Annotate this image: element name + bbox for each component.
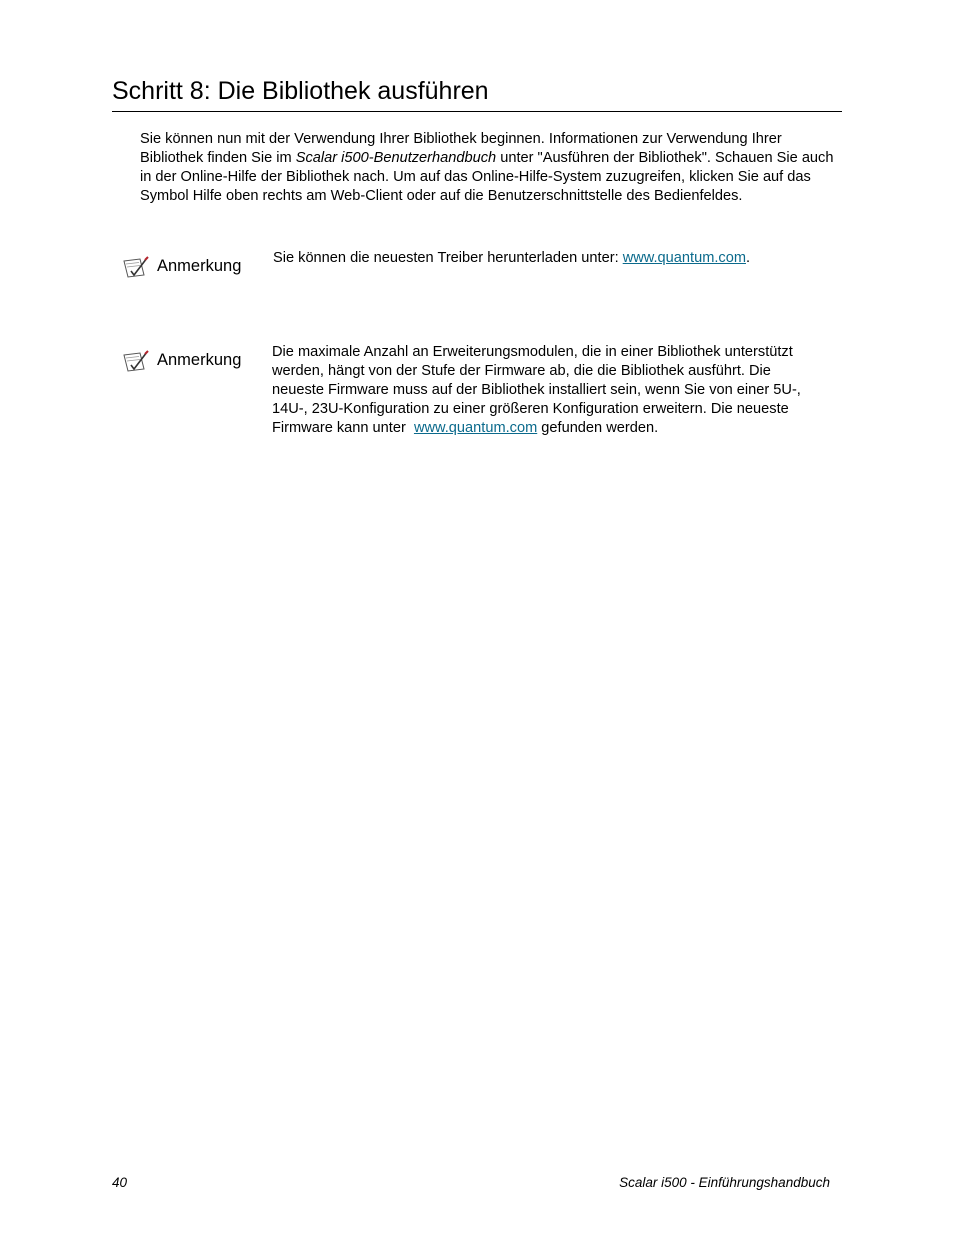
note-text xyxy=(272,343,820,438)
intro-paragraph xyxy=(140,130,840,206)
note-body-end: gefunden werden. xyxy=(537,420,659,436)
title-divider xyxy=(112,111,842,112)
help-word: Hilfe xyxy=(192,188,222,204)
footer-doc-title: Scalar i500 - Einführungshandbuch xyxy=(619,1175,830,1190)
note-pencil-icon xyxy=(122,255,150,279)
intro-text-3: oben rechts am Web-Client oder auf die Benutzerschnittstelle des Bedienfeldes. xyxy=(221,188,743,204)
note-body: Die maximale Anzahl an Erweiterungsmodulen, die in einer Bibliothek unterstützt werden, hängt von der Stufe der Firmware ab, die die Bibliothek ausführt. Die neueste Firmware muss auf der Bibliothek installiert sein, wenn Sie von einer 5U-, 14U-, 23U-Konfiguration zu einer größeren Konfiguration erweitern. Die neueste Firmware kann unter xyxy=(272,344,805,436)
page-number: 40 xyxy=(112,1175,128,1190)
manual-title: Scalar i500-Benutzerhandbuch xyxy=(295,150,497,166)
quantum-link[interactable]: www.quantum.com xyxy=(413,420,538,436)
note-text xyxy=(273,249,833,268)
note-label: Anmerkung xyxy=(157,351,242,369)
note-body: Sie können die neuesten Treiber herunterladen unter: xyxy=(273,250,623,266)
intro-text-1: Sie können nun mit der Verwendung Ihrer Bibliothek beginnen. Informationen zur Verwendung Ihrer Bibliothek finden Sie im xyxy=(140,131,782,166)
note-body-end: . xyxy=(745,250,751,266)
intro-text-2: unter "Ausführen der Bibliothek". Schauen Sie auch in der Online-Hilfe der Bibliothek nach. Um auf das Online-Hilfe-System zuzugreifen, klicken Sie auf das Symbol xyxy=(140,150,834,204)
note-label: Anmerkung xyxy=(157,257,242,275)
note-pencil-icon xyxy=(122,349,150,373)
quantum-link[interactable]: www.quantum.com xyxy=(622,250,746,266)
page-title: Schritt 8: Die Bibliothek ausführen xyxy=(112,77,489,105)
